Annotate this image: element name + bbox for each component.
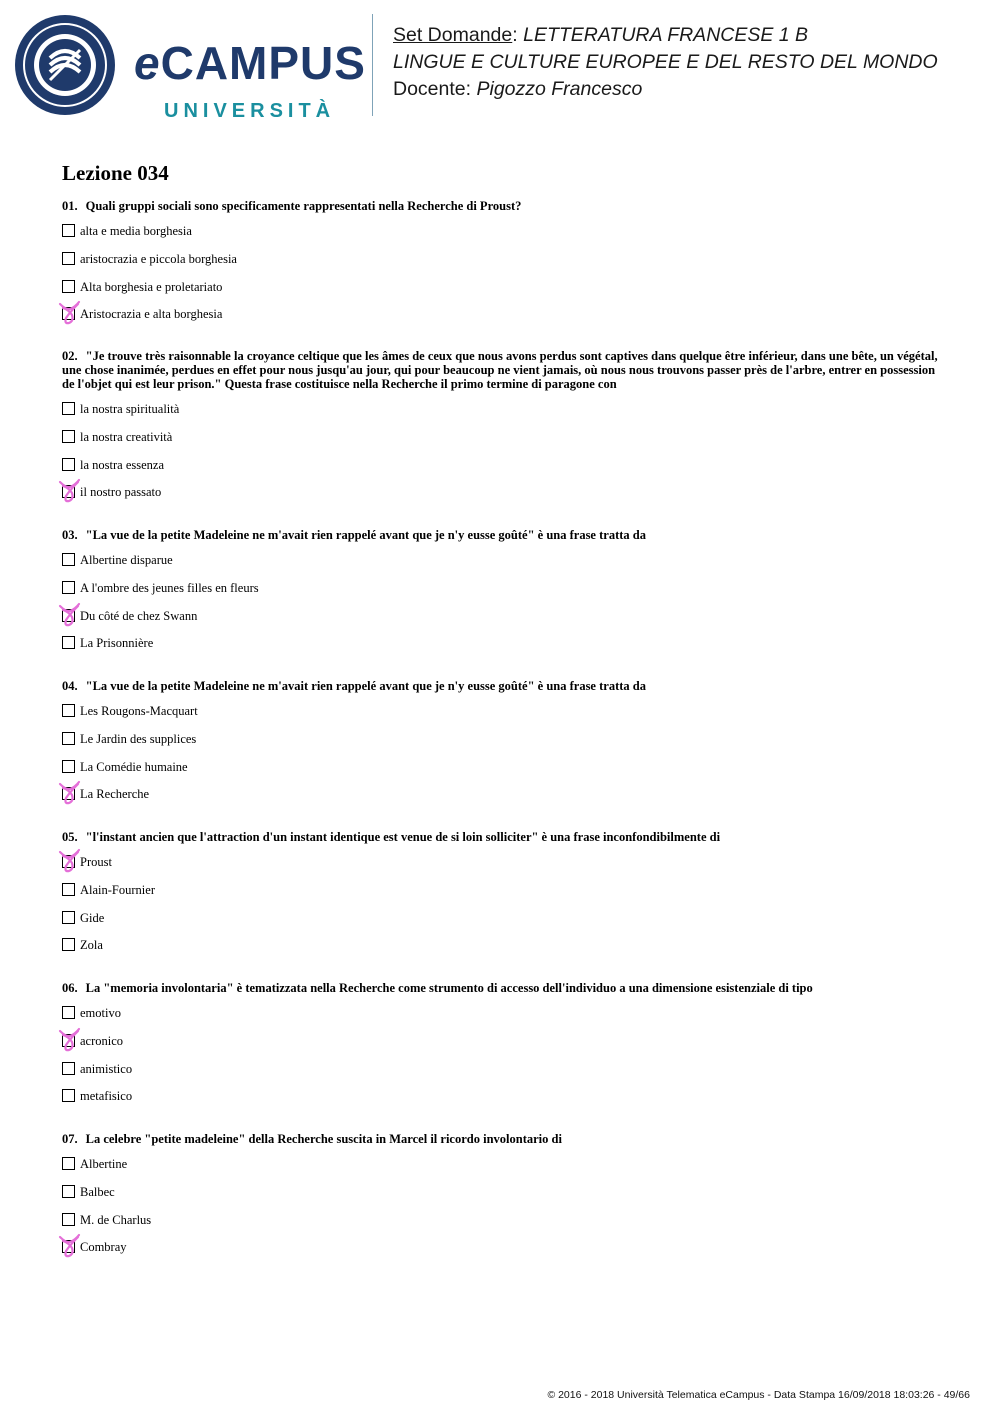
answer-checkbox[interactable]: [62, 485, 75, 498]
answer-label: il nostro passato: [80, 485, 162, 500]
answer-checkbox[interactable]: [62, 307, 75, 320]
question-number: 07.: [62, 1132, 78, 1146]
course-name: LETTERATURA FRANCESE 1 B: [523, 24, 809, 46]
question-text: "La vue de la petite Madeleine ne m'avait rien rappelé avant que je n'y eusse goûté" è una frase tratta da: [85, 679, 646, 693]
question-title: [62, 199, 942, 213]
answer-label: Alta borghesia e proletariato: [80, 279, 223, 294]
answer-label: alta e media borghesia: [80, 224, 192, 238]
answer-checkbox[interactable]: [62, 883, 75, 896]
answer-checkbox[interactable]: [62, 1213, 75, 1226]
question-title: [62, 679, 942, 693]
answer-label: Combray: [80, 1240, 127, 1255]
answer-label: A l'ombre des jeunes filles en fleurs: [80, 580, 259, 595]
answer-checkbox[interactable]: [62, 911, 75, 924]
answer-checkbox[interactable]: [62, 787, 75, 800]
answer-label: Alain-Fournier: [80, 882, 155, 897]
question-number: 02.: [62, 349, 78, 363]
question-number: 04.: [62, 679, 78, 693]
footer-text: © 2016 - 2018 Università Telematica eCampus - Data Stampa 16/09/2018 18:03:26 - 49/66: [547, 1389, 970, 1401]
question-number: 03.: [62, 528, 78, 542]
answer-checkbox[interactable]: [62, 1185, 75, 1198]
answer-checkbox[interactable]: [62, 704, 75, 717]
lesson-title: Lezione 034: [62, 161, 169, 185]
brand-subtitle: UNIVERSITÀ: [164, 100, 336, 122]
header-divider: [372, 14, 373, 116]
answer-label: Le Jardin des supplices: [80, 731, 197, 746]
answer-checkbox[interactable]: [62, 430, 75, 443]
answer-checkbox[interactable]: [62, 553, 75, 566]
answer-checkbox[interactable]: [62, 609, 75, 622]
answer-checkbox[interactable]: [62, 1157, 75, 1170]
ecampus-logo: [14, 14, 366, 122]
answer-label: Les Rougons-Macquart: [80, 704, 198, 718]
answer-checkbox[interactable]: [62, 252, 75, 265]
question-title: [62, 528, 942, 542]
answer-label: emotivo: [80, 1006, 121, 1020]
answer-checkbox[interactable]: [62, 1240, 75, 1253]
university-seal-icon: [14, 14, 116, 116]
question-title: [62, 1132, 942, 1146]
answer-label: animistico: [80, 1061, 133, 1076]
answer-checkbox[interactable]: [62, 1034, 75, 1047]
header-line-3: [393, 76, 938, 103]
question-text: "La vue de la petite Madeleine ne m'avait rien rappelé avant que je n'y eusse goûté" è una frase tratta da: [85, 528, 646, 542]
answer-label: Balbec: [80, 1184, 115, 1199]
answer-checkbox[interactable]: [62, 581, 75, 594]
answer-checkbox[interactable]: [62, 732, 75, 745]
answer-label: Albertine disparue: [80, 553, 173, 567]
answer-label: la nostra essenza: [80, 457, 164, 472]
answer-checkbox[interactable]: [62, 1089, 75, 1102]
answer-label: La Recherche: [80, 787, 150, 802]
answer-checkbox[interactable]: [62, 458, 75, 471]
answer-checkbox[interactable]: [62, 402, 75, 415]
set-label: Set Domande: [393, 24, 513, 46]
answer-label: La Prisonnière: [80, 636, 154, 651]
answer-label: Du côté de chez Swann: [80, 608, 198, 623]
answer-label: Albertine: [80, 1157, 128, 1171]
answer-label: aristocrazia e piccola borghesia: [80, 251, 237, 266]
question-text: Quali gruppi sociali sono specificamente rappresentati nella Recherche di Proust?: [85, 199, 522, 213]
header-info: [393, 22, 938, 103]
answer-label: Zola: [80, 938, 103, 953]
answer-label: la nostra creatività: [80, 429, 173, 444]
header-line-1: Set Domande: LETTERATURA FRANCESE 1 B: [393, 24, 809, 46]
answer-label: acronico: [80, 1033, 124, 1048]
answer-checkbox[interactable]: [62, 1006, 75, 1019]
answer-checkbox[interactable]: [62, 855, 75, 868]
question-text: "Je trouve très raisonnable la croyance celtique que les âmes de ceux que nous avons perdus sont captives dans quelque être inférieur, dans une bête, un végétal, une chose inanimée, perdues en effet pour nous jusqu'au jour, qui pour beaucoup ne vient jamais, où nous nous trouvons passer près de l'arbre, entrer en possession de l'objet qui est leur prison." Questa frase costituisce nella Recherche il primo termine di paragone con: [62, 349, 938, 391]
brand-wordmark: eCAMPUS: [134, 37, 366, 89]
question-text: La celebre "petite madeleine" della Recherche suscita in Marcel il ricordo involontario di: [85, 1132, 562, 1146]
question-text: La "memoria involontaria" è tematizzata nella Recherche come strumento di accesso dell'individuo a una dimensione esistenziale di tipo: [85, 981, 813, 995]
question-title: [62, 981, 942, 995]
question-number: 05.: [62, 830, 78, 844]
answer-label: Gide: [80, 910, 105, 925]
question-text: "l'instant ancien que l'attraction d'un instant identique est venue de si loin solliciter" è una frase inconfondibilmente di: [85, 830, 721, 844]
answer-checkbox[interactable]: [62, 280, 75, 293]
teacher-name: Pigozzo Francesco: [476, 78, 643, 100]
degree-name: LINGUE E CULTURE EUROPEE E DEL RESTO DEL MONDO: [393, 51, 938, 73]
answer-label: Proust: [80, 855, 112, 869]
answer-checkbox[interactable]: [62, 760, 75, 773]
answer-label: la nostra spiritualità: [80, 402, 180, 416]
answer-label: Aristocrazia e alta borghesia: [80, 307, 223, 322]
question-number: 06.: [62, 981, 78, 995]
answer-label: M. de Charlus: [80, 1212, 152, 1227]
answer-checkbox[interactable]: [62, 938, 75, 951]
question-number: 01.: [62, 199, 78, 213]
answer-checkbox[interactable]: [62, 1062, 75, 1075]
question-title: [62, 349, 942, 391]
question-title: [62, 830, 942, 844]
answer-label: La Comédie humaine: [80, 759, 188, 774]
answer-checkbox[interactable]: [62, 224, 75, 237]
teacher-label: Docente:: [393, 78, 472, 100]
answer-label: metafisico: [80, 1089, 133, 1104]
answer-checkbox[interactable]: [62, 636, 75, 649]
